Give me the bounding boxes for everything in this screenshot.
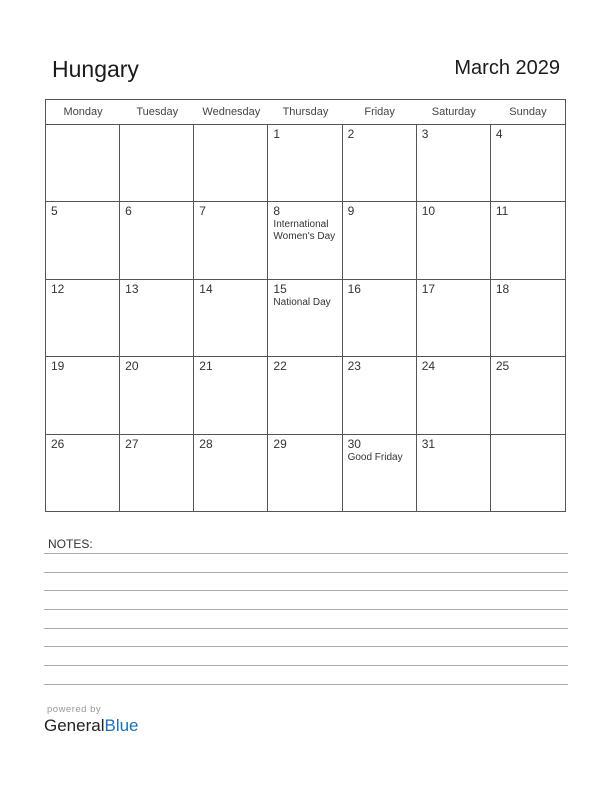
day-number: 11: [495, 204, 509, 219]
notes-label: NOTES:: [48, 537, 93, 551]
day-number: 22: [273, 359, 287, 374]
weekday-friday: Friday: [364, 106, 395, 118]
weekday-wednesday: Wednesday: [202, 106, 261, 118]
day-cell[interactable]: [268, 357, 342, 434]
day-cell[interactable]: [194, 280, 268, 357]
day-cell[interactable]: [417, 357, 491, 434]
day-number: 10: [421, 204, 436, 219]
day-cell[interactable]: [268, 202, 342, 279]
day-cell[interactable]: [491, 202, 565, 279]
day-number: 6: [125, 204, 132, 219]
note-line: [44, 553, 568, 554]
day-cell[interactable]: [46, 125, 120, 202]
day-cell[interactable]: [417, 280, 491, 357]
calendar-body: [46, 125, 565, 512]
day-number: 25: [495, 359, 510, 374]
day-cell[interactable]: [343, 202, 417, 279]
day-cell[interactable]: [491, 125, 565, 202]
calendar-grid: [45, 99, 566, 512]
holiday-label: International Women's Day: [273, 219, 336, 243]
day-cell[interactable]: [194, 435, 268, 512]
powered-by-text: powered by: [47, 704, 102, 715]
day-number: 3: [421, 127, 429, 141]
day-number: 19: [51, 359, 65, 374]
day-cell[interactable]: [491, 357, 565, 434]
weekday-sunday: Sunday: [509, 106, 547, 118]
note-line: [44, 590, 568, 591]
day-cell[interactable]: [194, 125, 268, 202]
day-cell[interactable]: [120, 202, 194, 279]
day-number: 13: [125, 281, 139, 296]
day-number: 8: [273, 204, 281, 219]
day-cell[interactable]: [268, 125, 342, 202]
day-cell[interactable]: [194, 202, 268, 279]
day-number: 27: [125, 436, 139, 451]
day-number: 26: [51, 436, 65, 451]
note-line: [44, 665, 568, 666]
day-cell[interactable]: [491, 280, 565, 357]
day-number: 30: [347, 436, 361, 451]
note-line: [44, 646, 568, 647]
day-cell[interactable]: [417, 125, 491, 202]
day-number: 1: [273, 127, 281, 141]
day-cell[interactable]: [417, 202, 491, 279]
weekday-monday: Monday: [63, 106, 103, 118]
day-cell[interactable]: [46, 202, 120, 279]
note-line: [44, 684, 568, 685]
holiday-label: Good Friday: [347, 451, 403, 463]
day-number: 2: [347, 127, 355, 141]
day-number: 18: [495, 281, 510, 296]
day-number: 21: [199, 359, 213, 374]
day-number: 24: [421, 359, 436, 374]
day-cell[interactable]: [343, 357, 417, 434]
day-number: 28: [199, 436, 213, 451]
day-number: 16: [347, 281, 361, 296]
day-number: 14: [199, 281, 213, 296]
day-cell[interactable]: [194, 357, 268, 434]
note-line: [44, 572, 568, 573]
weekday-saturday: Saturday: [431, 106, 476, 118]
day-cell[interactable]: [268, 280, 342, 357]
day-cell[interactable]: [120, 125, 194, 202]
month-year-title: March 2029: [454, 57, 560, 79]
day-cell[interactable]: [343, 280, 417, 357]
day-cell[interactable]: [491, 435, 565, 512]
day-cell[interactable]: [268, 435, 342, 512]
day-number: 31: [421, 436, 436, 451]
day-number: 12: [51, 281, 65, 296]
note-line: [44, 628, 568, 629]
day-cell[interactable]: [120, 435, 194, 512]
weekday-header-row: [46, 100, 565, 125]
note-line: [44, 609, 568, 610]
day-number: 15: [273, 281, 287, 296]
day-number: 5: [51, 204, 58, 219]
day-cell[interactable]: [46, 435, 120, 512]
weekday-tuesday: Tuesday: [136, 106, 179, 118]
day-cell[interactable]: [417, 435, 491, 512]
brand-general: General: [44, 716, 105, 735]
day-number: 7: [199, 204, 206, 219]
brand-blue: Blue: [104, 716, 139, 735]
day-cell[interactable]: [46, 280, 120, 357]
day-number: 23: [347, 359, 361, 374]
day-number: 20: [125, 359, 139, 374]
day-cell[interactable]: [120, 357, 194, 434]
country-title: Hungary: [52, 56, 139, 82]
day-number: 17: [421, 281, 436, 296]
generalblue-logo[interactable]: [44, 716, 139, 736]
day-cell[interactable]: [343, 435, 417, 512]
day-number: 4: [495, 127, 503, 141]
weekday-thursday: Thursday: [282, 106, 329, 118]
holiday-label: National Day: [273, 296, 331, 308]
day-number: 9: [347, 204, 355, 219]
day-cell[interactable]: [46, 357, 120, 434]
day-cell[interactable]: [343, 125, 417, 202]
day-cell[interactable]: [120, 280, 194, 357]
day-number: 29: [273, 436, 287, 451]
